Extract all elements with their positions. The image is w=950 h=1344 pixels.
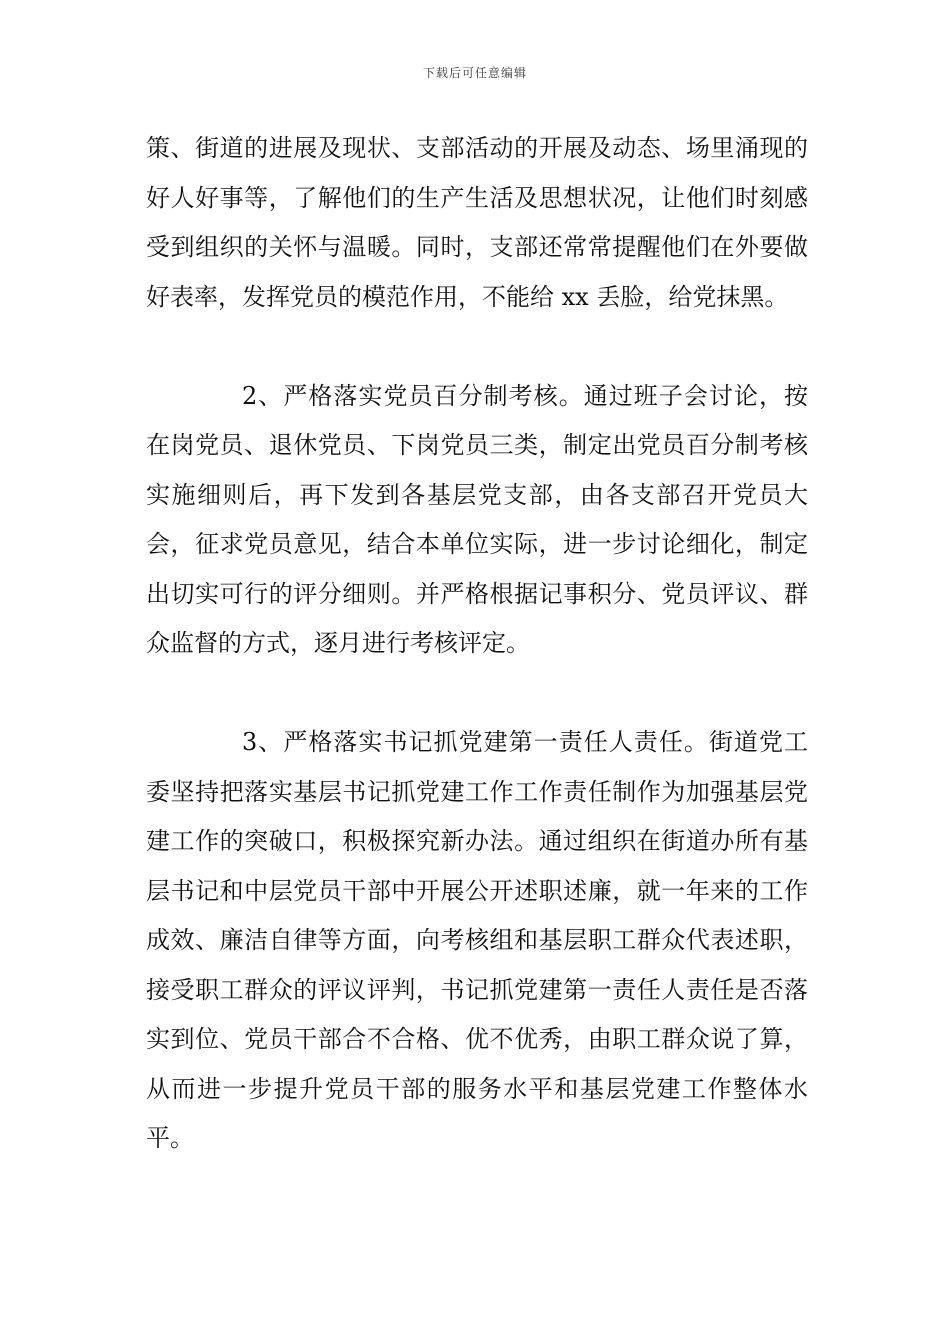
document-body (146, 124, 808, 1164)
page-header: 下载后可任意编辑 (422, 66, 527, 80)
paragraph-continued: 策、街道的进展及现状、支部活动的开展及动态、场里涌现的好人好事等，了解他们的生产生活及思想状况，让他们时刻感受到组织的关怀与温暖。同时，支部还常常提醒他们在外要做好表率，发挥党员的模范作用，不能给 xx 丢脸，给党抹黑。 (146, 134, 808, 311)
paragraph-item-3: 3、严格落实书记抓党建第一责任人责任。街道党工委坚持把落实基层书记抓党建工作工作责任制作为加强基层党建工作的突破口，积极探究新办法。通过组织在街道办所有基层书记和中层党员干部中开展公开述职述廉，就一年来的工作成效、廉洁自律等方面，向考核组和基层职工群众代表述职，接受职工群众的评议评判，书记抓党建第一责任人责任是否落实到位、党员干部合不合格、优不优秀，由职工群众说了算，从而进一步提升党员干部的服务水平和基层党建工作整体水平。 (146, 728, 808, 1152)
paragraph-item-2: 2、严格落实党员百分制考核。通过班子会讨论，按在岗党员、退休党员、下岗党员三类，制定出党员百分制考核实施细则后，再下发到各基层党支部，由各支部召开党员大会，征求党员意见，结合本单位实际，进一步讨论细化，制定出切实可行的评分细则。并严格根据记事积分、党员评议、群众监督的方式，逐月进行考核评定。 (146, 381, 808, 657)
paragraph-gap (146, 669, 808, 719)
paragraph-gap (146, 322, 808, 372)
